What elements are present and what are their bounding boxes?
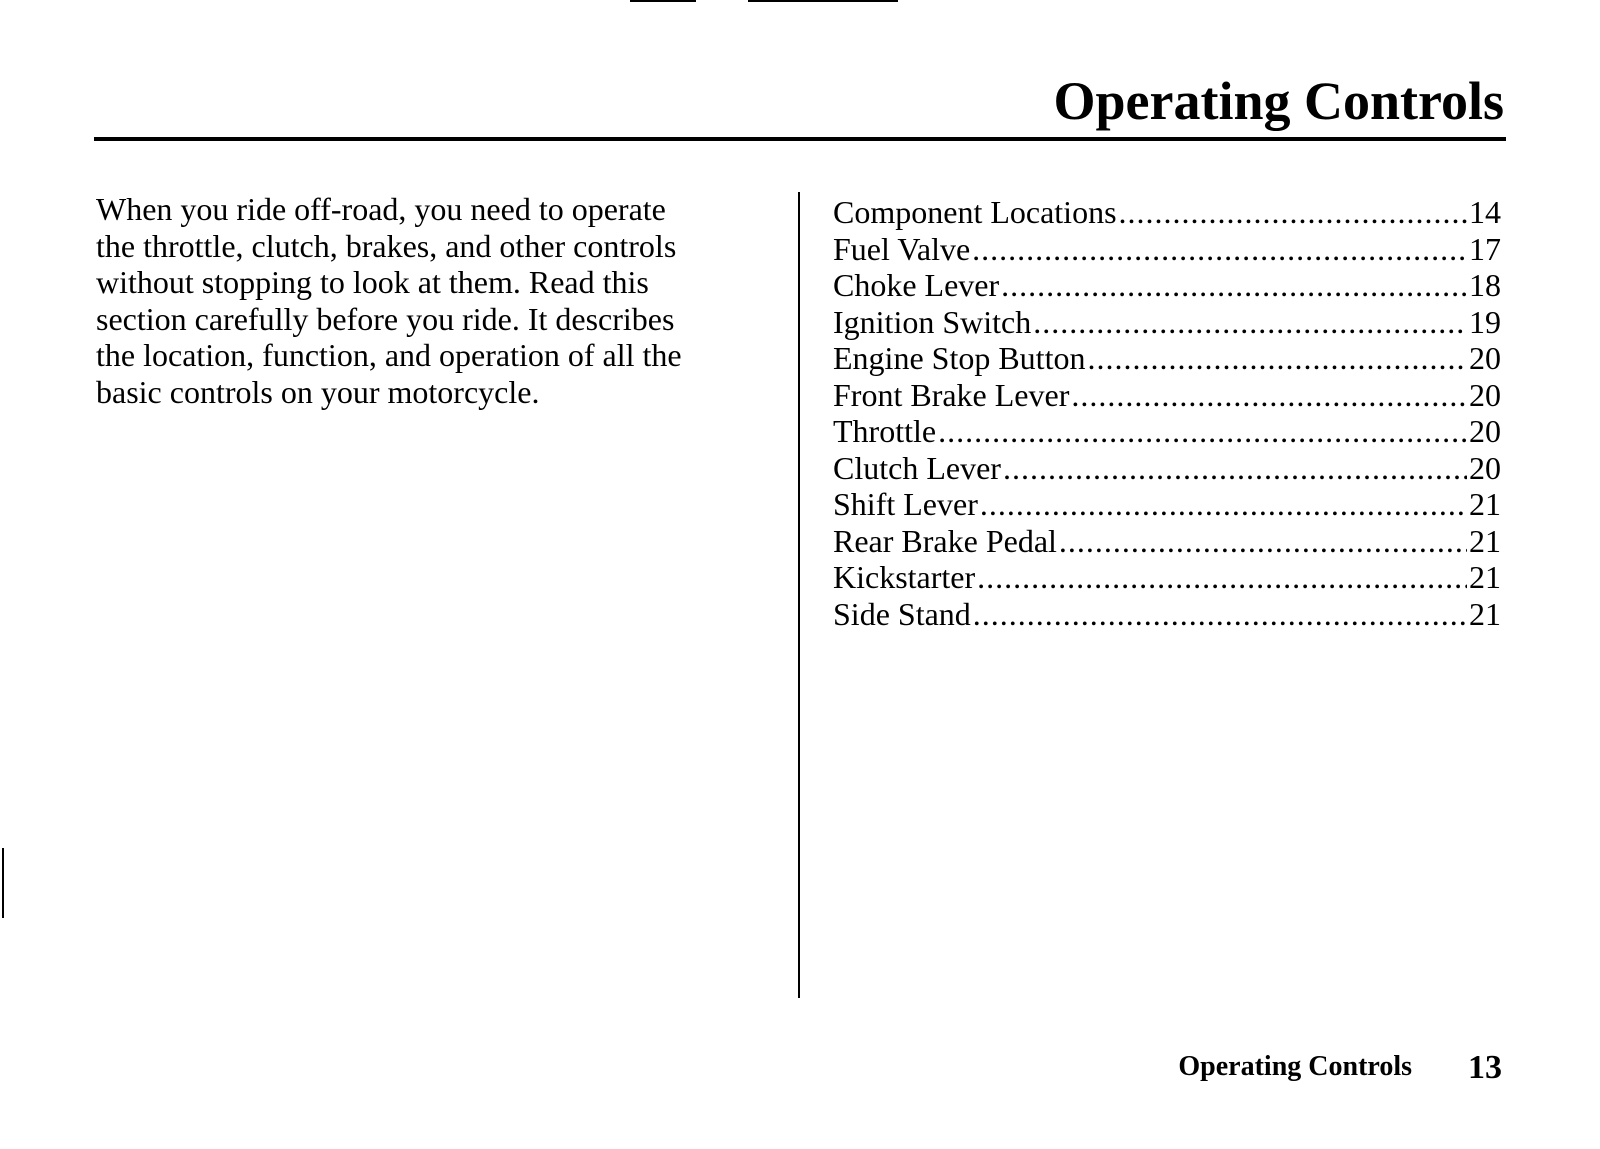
toc-entry-engine-stop-button[interactable]: [833, 340, 1501, 377]
toc-entry-page: 20: [1469, 413, 1501, 449]
scan-mark: [2, 848, 4, 918]
scan-mark: [748, 0, 898, 2]
toc-entry-clutch-lever[interactable]: [833, 450, 1501, 487]
toc-entry-label: Shift Lever: [833, 486, 978, 522]
toc-entry-label: Clutch Lever: [833, 449, 1001, 486]
toc-entry-page: 19: [1469, 303, 1501, 340]
intro-paragraph: When you ride off-road, you need to operate the throttle, clutch, brakes, and other controls without stopping to look at them. Read this section carefully before you ride. It describes the location, function, and operation of all the basic controls on your motorcycle.: [96, 191, 682, 410]
scan-mark: [630, 0, 696, 2]
toc-entry-label: Engine Stop Button: [833, 340, 1086, 376]
toc-entry-page: 14: [1469, 194, 1501, 230]
toc-entry-page: 17: [1469, 230, 1501, 267]
toc-entry-page: 20: [1469, 376, 1501, 413]
toc-entry-ignition-switch[interactable]: [833, 304, 1501, 341]
toc-entry-label: Front Brake Lever: [833, 376, 1070, 413]
toc-entry-side-stand[interactable]: [833, 596, 1501, 633]
toc-entry-label: Choke Lever: [833, 267, 1000, 303]
toc-leader-dots: [938, 413, 1467, 450]
toc-entry-choke-lever[interactable]: [833, 267, 1501, 304]
toc-leader-dots: [977, 559, 1467, 596]
toc-entry-label: Side Stand: [833, 595, 971, 632]
toc-leader-dots: [1001, 267, 1467, 304]
footer-page-number: 13: [1468, 1049, 1502, 1086]
toc-entry-shift-lever[interactable]: [833, 486, 1501, 523]
toc-leader-dots: [980, 486, 1467, 523]
toc-entry-page: 21: [1469, 486, 1501, 522]
toc-entry-label: Component Locations: [833, 194, 1117, 230]
toc-leader-dots: [1087, 340, 1467, 377]
toc-leader-dots: [1071, 377, 1467, 414]
toc-entry-label: Rear Brake Pedal: [833, 522, 1057, 559]
toc-entry-component-locations[interactable]: [833, 194, 1501, 231]
toc-entry-rear-brake-pedal[interactable]: [833, 523, 1501, 560]
toc-entry-label: Kickstarter: [833, 559, 976, 595]
toc-leader-dots: [1033, 304, 1467, 341]
toc-entry-throttle[interactable]: [833, 413, 1501, 450]
toc-leader-dots: [973, 596, 1467, 633]
title-rule: [94, 137, 1506, 141]
toc-entry-page: 20: [1469, 449, 1501, 486]
footer-section-title: Operating Controls: [1178, 1051, 1412, 1082]
toc-entry-page: 20: [1469, 340, 1501, 376]
toc-entry-label: Fuel Valve: [833, 230, 971, 267]
toc-entry-label: Throttle: [833, 413, 937, 449]
table-of-contents: [833, 194, 1501, 632]
toc-entry-page: 21: [1469, 595, 1501, 632]
toc-entry-page: 21: [1469, 559, 1501, 595]
toc-entry-front-brake-lever[interactable]: [833, 377, 1501, 414]
column-divider: [798, 192, 800, 998]
toc-leader-dots: [1059, 523, 1467, 560]
toc-entry-kickstarter[interactable]: [833, 559, 1501, 596]
page-title: Operating Controls: [1053, 71, 1504, 131]
toc-entry-fuel-valve[interactable]: [833, 231, 1501, 268]
toc-leader-dots: [972, 231, 1467, 268]
toc-entry-page: 18: [1469, 267, 1501, 303]
toc-entry-label: Ignition Switch: [833, 303, 1032, 340]
toc-entry-page: 21: [1469, 522, 1501, 559]
toc-leader-dots: [1119, 194, 1467, 231]
toc-leader-dots: [1003, 450, 1467, 487]
